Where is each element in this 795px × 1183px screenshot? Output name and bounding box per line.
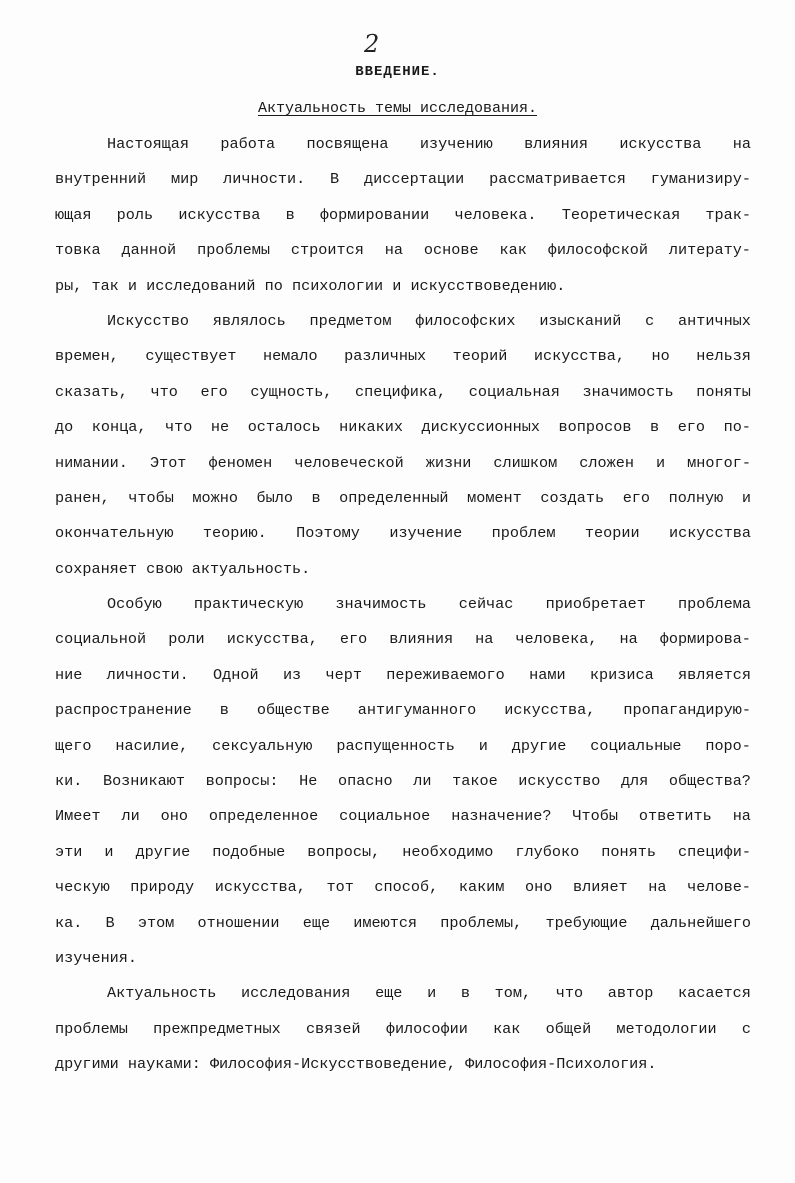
paragraph	[55, 980, 751, 1086]
paragraph	[55, 591, 751, 980]
text-line: ние личности. Одной из черт переживаемого нами кризиса является	[55, 665, 751, 684]
text-line: Имеет ли оно определенное социальное назначение? Чтобы ответить на	[55, 807, 751, 826]
text-line: Актуальность исследования еще и в том, что автор касается	[107, 984, 751, 1003]
subheading-text: Актуальность темы исследования.	[257, 100, 538, 117]
text-line: ка. В этом отношении еще имеются проблемы, требующие дальнейшего	[55, 913, 751, 932]
text-line: до конца, что не осталось никаких дискуссионных вопросов в его по-	[55, 418, 751, 437]
text-line: товка данной проблемы строится на основе как философской литерату-	[55, 241, 751, 260]
section-heading: ВВЕДЕНИЕ.	[355, 64, 440, 80]
text-line: распространение в обществе антигуманного искусства, пропагандирую-	[55, 701, 751, 720]
section-subheading	[0, 100, 795, 117]
text-line: ранен, чтобы можно было в определенный момент создать его полную и	[55, 488, 751, 507]
text-line: Настоящая работа посвящена изучению влияния искусства на	[107, 135, 751, 153]
text-line: сказать, что его сущность, специфика, социальная значимость поняты	[55, 382, 751, 401]
text-line: щего насилие, сексуальную распущенность и другие социальные поро-	[55, 736, 751, 755]
text-line: изучения.	[55, 948, 138, 967]
text-line: сохраняет свою актуальность.	[55, 559, 311, 578]
text-line: времен, существует немало различных теорий искусства, но нельзя	[55, 347, 751, 366]
text-line: Особую практическую значимость сейчас приобретает проблема	[107, 595, 751, 614]
text-line: социальной роли искусства, его влияния на человека, на формирова-	[55, 630, 751, 649]
text-line: проблемы прежпредметных связей философии как общей методологии с	[55, 1019, 751, 1038]
text-line: ки. Возникают вопросы: Не опасно ли такое искусство для общества?	[55, 772, 751, 791]
text-line: окончательную теорию. Поэтому изучение проблем теории искусства	[55, 524, 751, 543]
text-line: Искусство являлось предметом философских изысканий с античных	[107, 311, 751, 330]
text-line: ющая роль искусства в формировании человека. Теоретическая трак-	[55, 205, 751, 224]
paragraph	[55, 131, 751, 308]
text-line: внутренний мир личности. В диссертации рассматривается гуманизиру-	[55, 170, 751, 189]
text-line: нимании. Этот феномен человеческой жизни слишком сложен и многог-	[55, 453, 751, 472]
text-line: эти и другие подобные вопросы, необходимо глубоко понять специфи-	[55, 842, 751, 861]
paragraph	[55, 308, 751, 591]
body-text	[55, 131, 751, 1087]
text-line: ры, так и исследований по психологии и искусствоведению.	[55, 276, 566, 295]
text-line: ческую природу искусства, тот способ, каким оно влияет на челове-	[55, 878, 751, 897]
page-number: 2	[364, 30, 380, 58]
text-line: другими науками: Философия-Искусствоведение, Философия-Психология.	[55, 1055, 657, 1074]
